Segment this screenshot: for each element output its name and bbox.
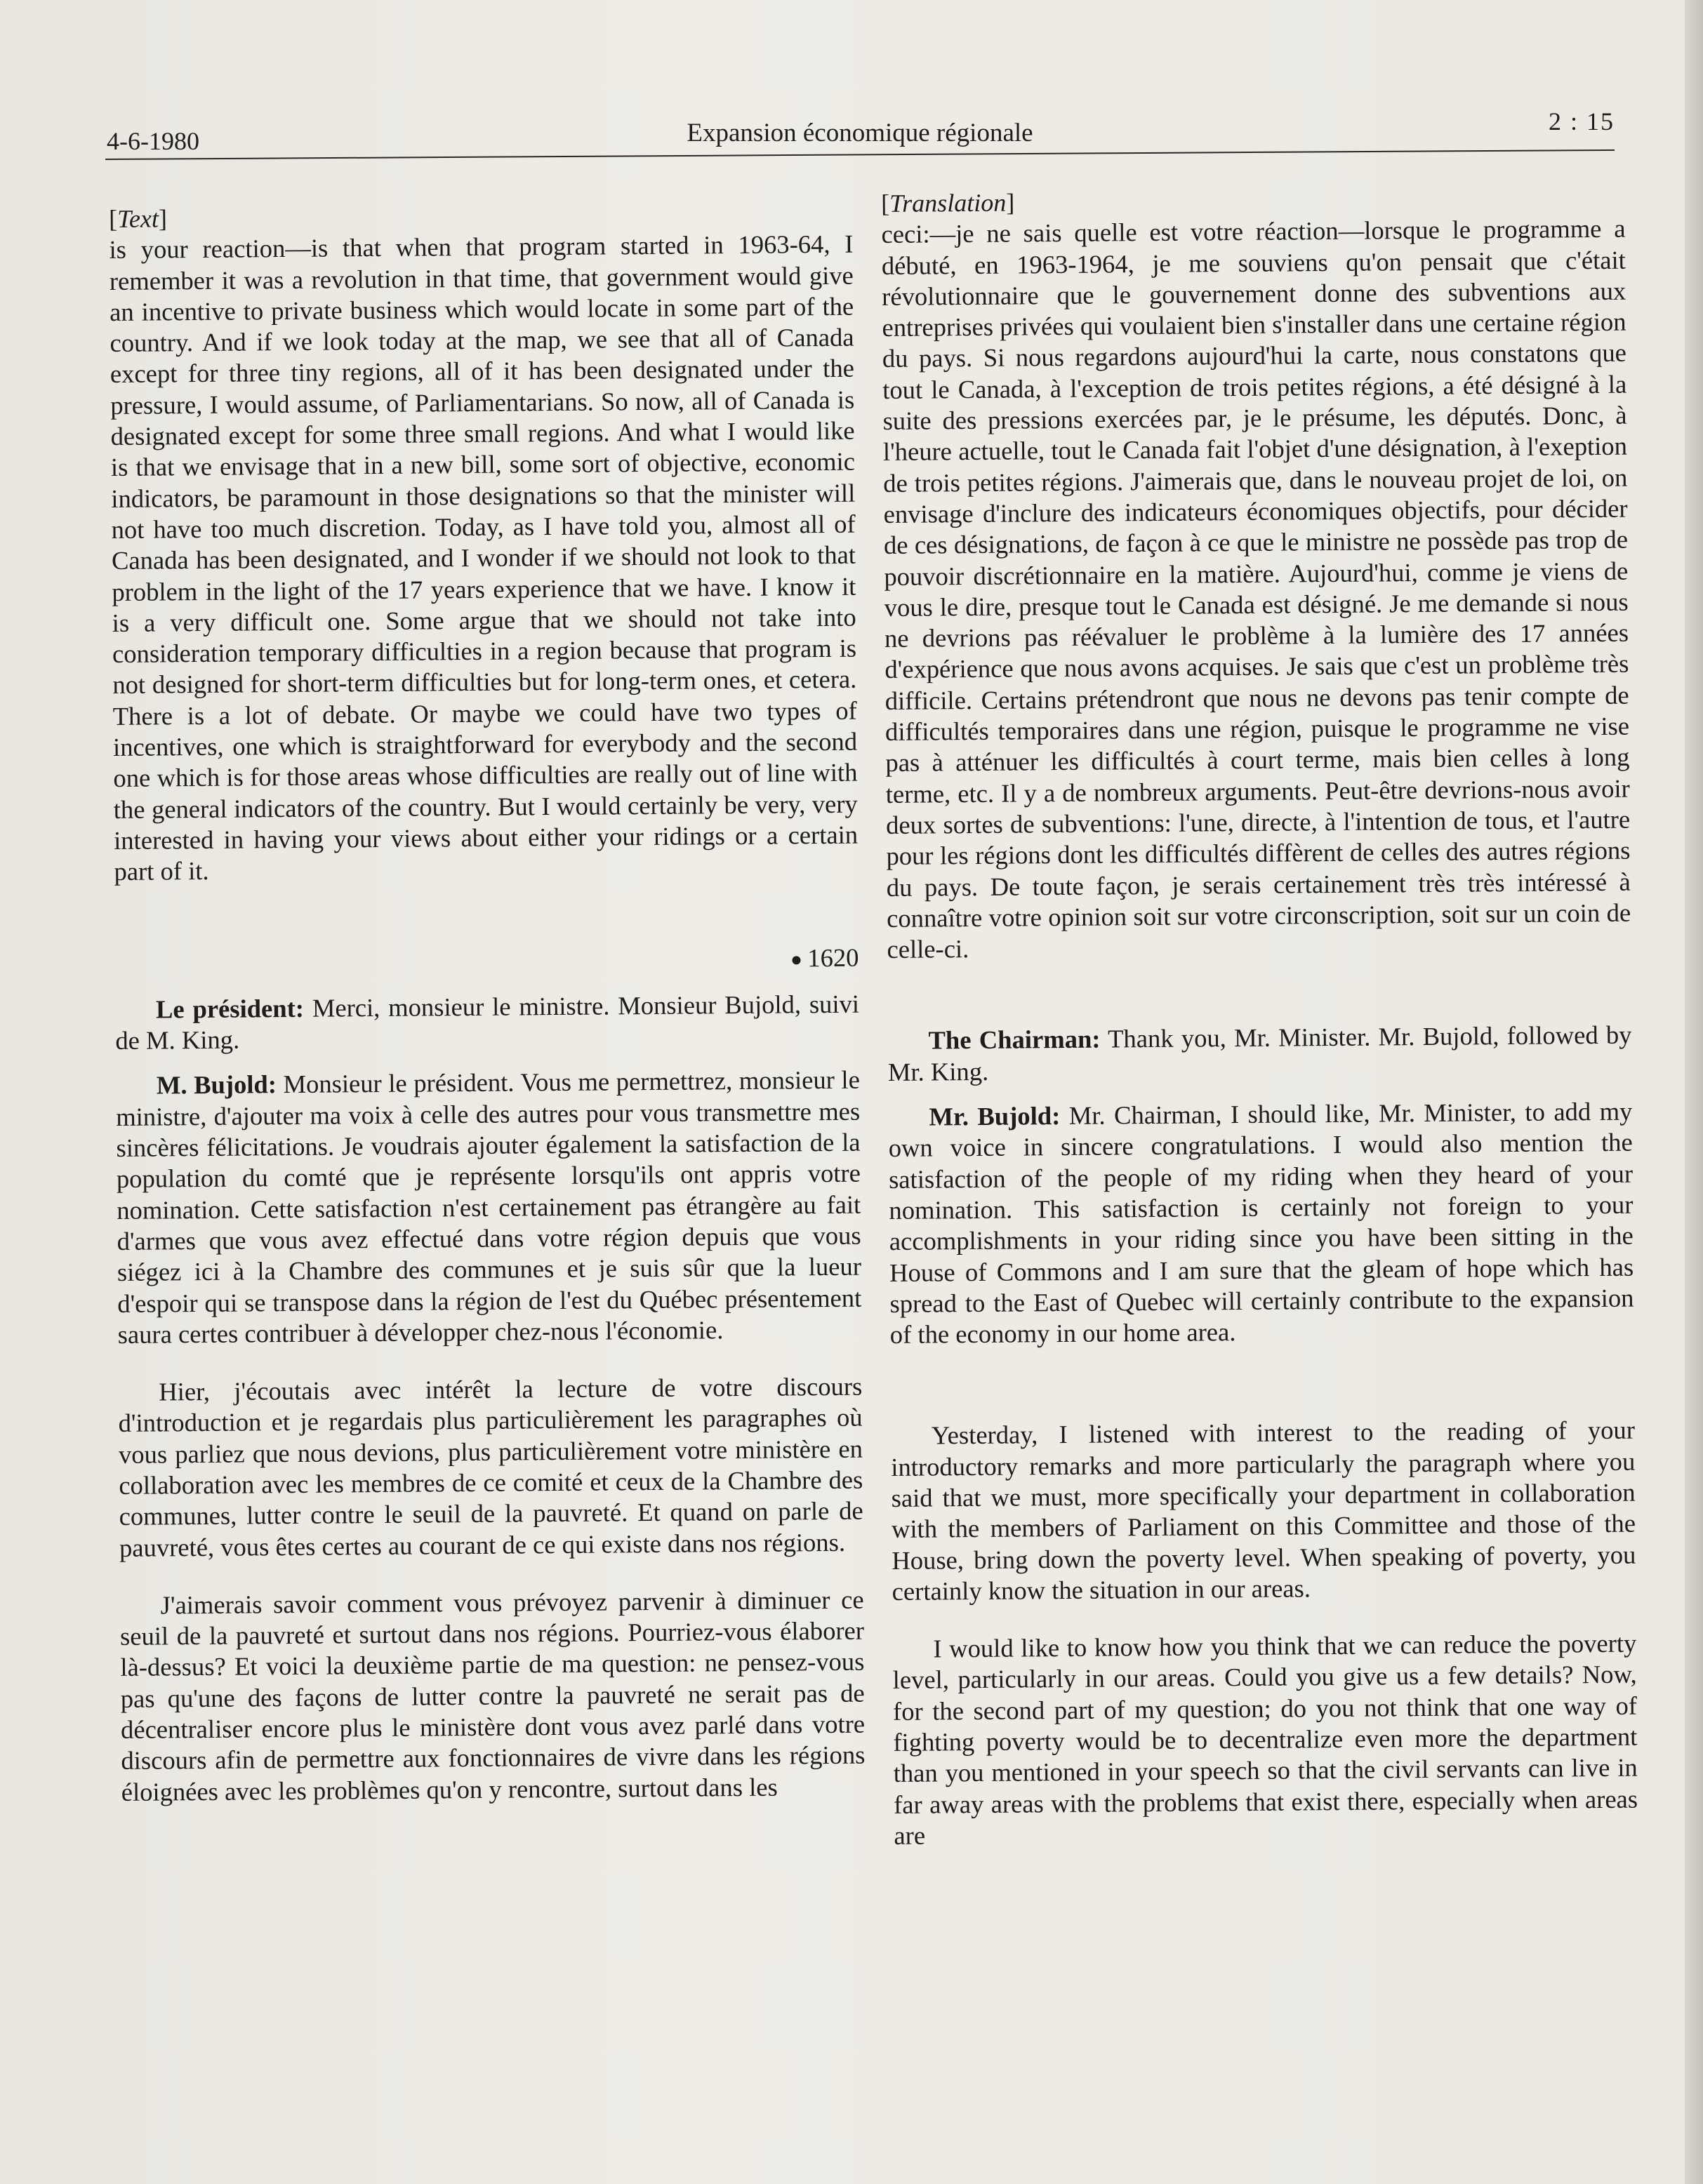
header-rule — [105, 149, 1615, 160]
speaker-name: The Chairman: — [928, 1025, 1101, 1055]
left-paragraph-1: is your reaction—is that when that program started in 1963-64, I remember it was a revolution in that time, that government would give an incentive to private business which would locate in some part of the country. And if we look today at the map, we see that all of Canada except for three tiny regions, all of it has been designated under the pressure, I would assume, of Parliamentarians. So now, all of Canada is designated except for some three small regions. And what I would like is that we envisage that in a new bill, some sort of objective, economic indicators, be paramount in those designations so that the minister will not have too much discretion. Today, as I have told you, almost all of Canada has been designated, and I wonder if we should not look to that problem in the light of the 17 years experience that we have. I know it is a very difficult one. Some argue that we should not take into consideration temporary difficulties in a region because that program is not designed for short-term difficulties but for long-term ones, et cetera. There is a lot of debate. Or maybe we could have two types of incentives, one which is straightforward for everybody and the second one which is for those areas whose difficulties are really out of line with the general indicators of the country. But I would certainly be very, very interested in having your views about either your ridings or a certain part of it. — [109, 229, 859, 886]
left-paragraph-5: J'aimerais savoir comment vous prévoyez parvenir à diminuer ce seuil de la pauvreté et surtout dans nos régions. Pourriez-vous élaborer là-dessus? Et voici la deuxième partie de ma question: ne pensez-vous pas qu'une des façons de lutter contre la pauvreté ne serait pas de décentraliser encore plus le ministère dont vous avez parlé dans votre discours afin de permettre aux fonctionnaires de vivre dans les régions éloignées avec les problèmes qu'on y rencontre, surtout dans les — [119, 1585, 866, 1806]
right-paragraph-1: ceci:—je ne sais quelle est votre réaction—lorsque le programme a débuté, en 1963-1964, je me souviens qu'on pensait que c'était révolutionnaire que le gouvernement donne des subventions aux entreprises privées qui voulaient bien s'installer dans une certaine région du pays. Si nous regardons aujourd'hui la carte, nous constatons que tout le Canada, à l'exception de trois petites régions, a été désigné à la suite des pressions exercées par, je le présume, les députés. Donc, à l'heure actuelle, tout le Canada fait l'objet d'une désignation, à l'exeption de trois petites régions. J'aimerais que, dans le nouveau projet de loi, on envisage d'inclure des indicateurs économiques objectifs, pour décider de ces désignations, de façon à ce que le ministre ne possède pas trop de pouvoir discrétionnaire en la matière. Aujourd'hui, comme je viens de vous le dire, presque tout le Canada est désigné. Je me demande si nous ne devrions pas réévaluer le problème à la lumière des 17 années d'expérience que nous avons acquises. Je sais que c'est un problème très difficile. Certains prétendront que nous ne devons pas tenir compte de difficultés temporaires dans une région, puisque le programme ne vise pas à atténuer les difficultés à court terme, mais bien celles à long terme, etc. Il y a de nombreux arguments. Peut-être devrions-nous avoir deux sortes de subventions: l'une, directe, à l'intention de tous, et l'autre pour les régions dont les difficultés diffèrent de celles des autres régions du pays. De toute façon, je serais certainement très très intéressé à connaître votre opinion soit sur votre circonscription, soit sur un coin de celle-ci. — [881, 213, 1631, 964]
running-header — [105, 105, 1615, 161]
left-paragraph-4: Hier, j'écoutais avec intérêt la lecture de votre discours d'introduction et je regardais plus particulièrement les paragraphes où vous parliez que nous devions, plus particulièrement votre ministère en collaboration avec les membres de ce comité et ceux de la Chambre des communes, lutter contre le seuil de la pauvreté. Et quand on parle de pauvreté, vous êtes certes au courant de ce qui existe dans nos régions. — [118, 1371, 863, 1562]
header-title: Expansion économique régionale — [687, 119, 1033, 147]
bullet-icon — [792, 956, 800, 964]
right-paragraph-2: The Chairman: Thank you, Mr. Minister. Mr. Bujold, followed by Mr. King. — [887, 1020, 1632, 1086]
speaker-name: Le président: — [155, 993, 305, 1024]
page-edge — [1685, 0, 1703, 2184]
translation-tag: [Translation] — [881, 188, 1015, 218]
right-paragraph-4: Yesterday, I listened with interest to the reading of your introductory remarks and more particularly the paragraph where you said that we must, more specifically your department in collaboration with the members of Parliament on this Committee and those of the House, bring down the poverty level. When speaking of poverty, you certainly know the situation in our areas. — [891, 1416, 1636, 1606]
page-number: 2 : 15 — [1548, 107, 1615, 135]
speaker-name: Mr. Bujold: — [929, 1101, 1061, 1131]
text-tag: [Text] — [109, 204, 168, 233]
right-paragraph-3: Mr. Bujold: Mr. Chairman, I should like, Mr. Minister, to add my own voice in sincere congratulations. I would also mention the satisfaction of the people of my riding when they heard of your nomination. This satisfaction is certainly not foreign to your accomplishments in your riding since you have been sitting in the House of Commons and I am sure that the gleam of hope which has spread to the East of Quebec will certainly contribute to the expansion of the economy in our home area. — [888, 1096, 1634, 1350]
timestamp: 1620 — [114, 942, 859, 979]
left-paragraph-2: Le président: Merci, monsieur le ministre. Monsieur Bujold, suivi de M. King. — [115, 989, 860, 1056]
header-date: 4-6-1980 — [107, 127, 199, 155]
right-paragraph-5: I would like to know how you think that we can reduce the poverty level, particularly in our areas. Could you give us a few details? Now, for the second part of my question; do you not think that one way of fighting poverty would be to decentralize even more the department than you mentioned in your speech so that the civil servants can live in far away areas with the problems that exist there, especially when areas are — [892, 1628, 1638, 1850]
left-column-english — [109, 198, 868, 2070]
speaker-name: M. Bujold: — [156, 1070, 277, 1100]
right-column-translation — [881, 182, 1640, 2055]
left-paragraph-3: M. Bujold: Monsieur le président. Vous me permettrez, monsieur le ministre, d'ajouter ma voix à celle des autres pour vous transmettre mes sincères félicitations. Je voudrais ajouter également la satisfaction de la population du comté que je représente lorsqu'ils ont appris votre nomination. Cette satisfaction n'est certainement pas étrangère au fait d'armes que vous avez effectué dans votre région depuis que vous siégez ici à la Chambre des communes et je suis sûr que la lueur d'espoir qui se transpose dans la région de l'est du Québec présentement saura certes contribuer à développer chez-nous l'économie. — [116, 1065, 862, 1349]
